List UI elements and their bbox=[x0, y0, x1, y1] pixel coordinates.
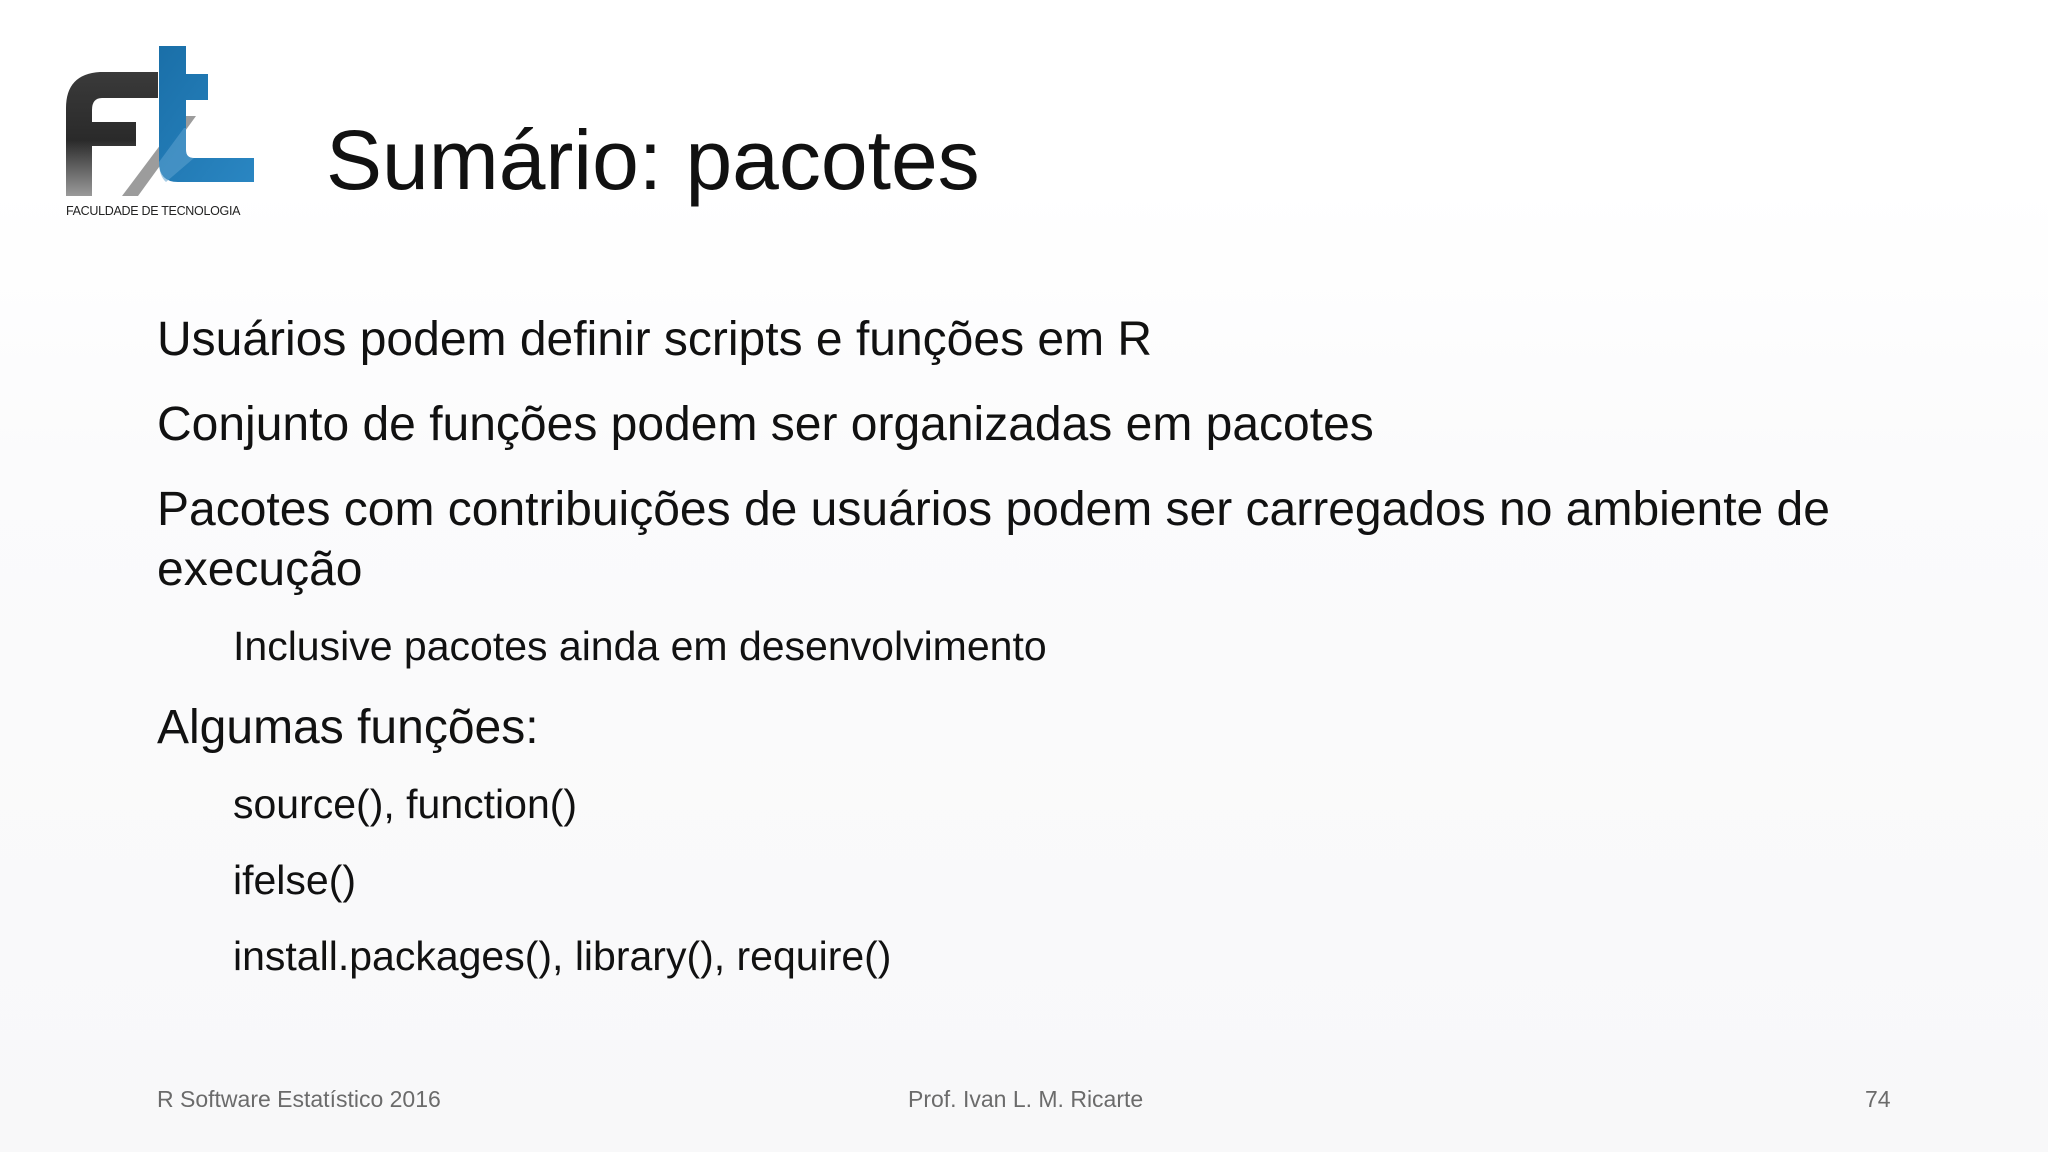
slide-body bbox=[157, 310, 1917, 1006]
ft-logo bbox=[66, 46, 256, 226]
bullet-level1: Algumas funções: bbox=[157, 701, 539, 754]
bullet-level2: install.packages(), library(), require() bbox=[233, 933, 892, 979]
bullet-level1: Usuários podem definir scripts e funções em R bbox=[157, 313, 1153, 366]
footer-course: R Software Estatístico 2016 bbox=[157, 1086, 441, 1112]
footer-page-number: 74 bbox=[1865, 1086, 1891, 1112]
bullet-level1: Conjunto de funções podem ser organizadas em pacotes bbox=[157, 398, 1374, 451]
bullet-level1: Pacotes com contribuições de usuários podem ser carregados no ambiente de execução bbox=[157, 483, 1830, 596]
bullet-level2: source(), function() bbox=[233, 781, 578, 827]
logo-caption: FACULDADE DE TECNOLOGIA bbox=[66, 204, 241, 218]
footer-author: Prof. Ivan L. M. Ricarte bbox=[908, 1086, 1144, 1112]
bullet-level2: Inclusive pacotes ainda em desenvolvimento bbox=[233, 623, 1047, 669]
slide-title: Sumário: pacotes bbox=[326, 113, 980, 207]
ft-logo-icon bbox=[66, 46, 256, 206]
bullet-level2: ifelse() bbox=[233, 857, 357, 903]
